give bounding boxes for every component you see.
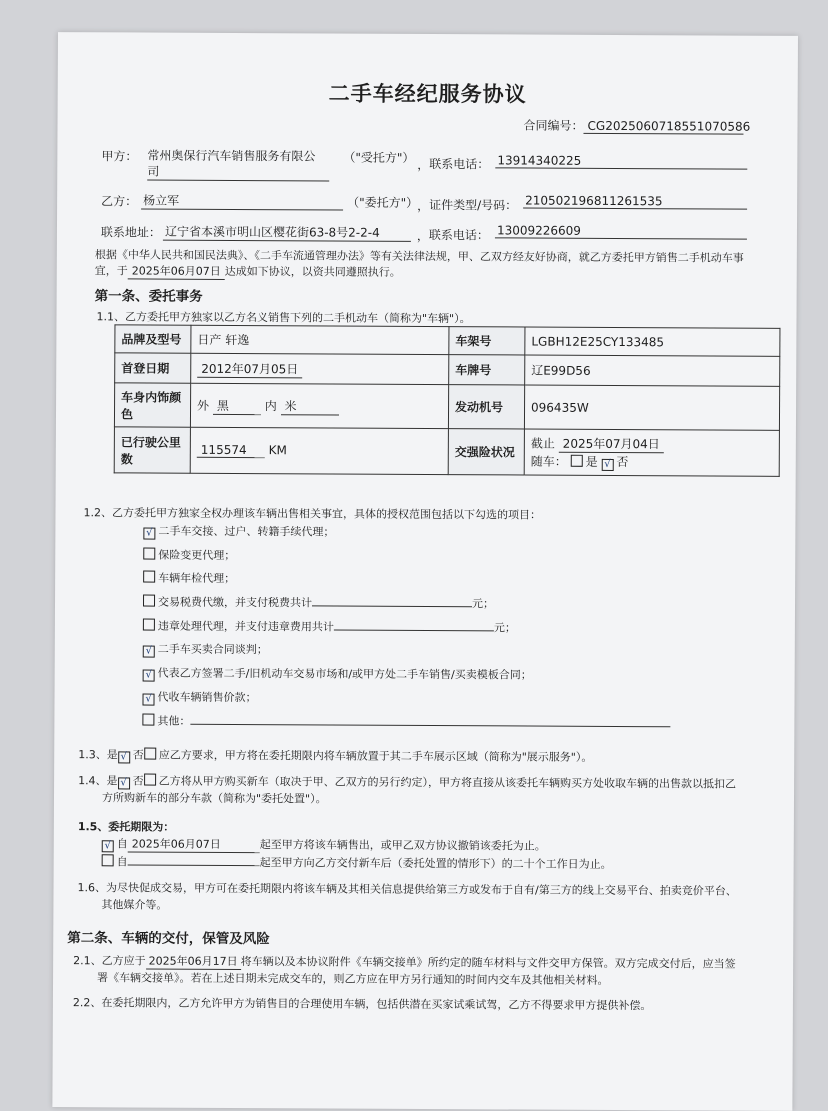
plate-label: 车牌号 — [449, 355, 525, 385]
option-row: 交易税费代缴，并支付税费共计 元； — [143, 594, 494, 612]
clause-1-3-no-checkbox[interactable] — [144, 748, 156, 760]
mileage-value: 115574 — [197, 443, 265, 458]
clause-1-1: 1.1、乙方委托甲方独家以乙方名义销售下列的二手机动车（简称为"车辆"）。 — [96, 310, 471, 326]
party-b-address-label: 联系地址： — [100, 225, 162, 240]
term-option-a: √ 自 2025年06月07日 起至甲方将该车辆售出，或甲乙双方协议撤销该委托为止。 — [102, 835, 546, 854]
insurance-date: 2025年07月04日 — [559, 434, 664, 453]
party-b-phone: 13009226609 — [495, 223, 747, 239]
option-checkbox[interactable] — [143, 595, 155, 607]
color-label: 车身内饰颜 色 — [114, 383, 190, 427]
option-checkbox[interactable]: √ — [142, 694, 154, 706]
intro-date: 2025年06月07日 — [128, 262, 225, 280]
intro-line-2: 宜，于 2025年06月07日 达成如下协议，以资共同遵照执行。 — [94, 264, 401, 279]
party-b-label: 乙方： — [101, 194, 138, 209]
option-row: √ 二手车交接、过户、转籍手续代理； — [143, 523, 334, 541]
option-row: 车辆年检代理； — [143, 570, 235, 586]
engine-value: 096435W — [524, 385, 779, 430]
option-checkbox[interactable]: √ — [143, 670, 155, 682]
option-row: √ 二手车买卖合同谈判； — [143, 641, 268, 659]
mileage-label: 已行驶公里 数 — [114, 427, 190, 473]
party-b-id-label: 证件类型/号码： — [429, 198, 518, 213]
clause-1-3: 1.3、是 √ 否 应乙方要求，甲方将在委托期限内将车辆放置于其二手车展示区域（简称为"展示服务"）。 — [78, 748, 593, 764]
delivery-date: 2025年06月17日 — [146, 953, 241, 970]
party-a-phone: 13914340225 — [495, 153, 747, 169]
vin-label: 车架号 — [449, 327, 525, 355]
party-b-id: 210502196811261535 — [523, 194, 747, 210]
party-a-name-line2: 司 — [147, 163, 329, 182]
insurance-no-checkbox[interactable]: √ — [601, 458, 613, 470]
party-a-label: 甲方： — [101, 149, 138, 164]
term-a-checkbox[interactable]: √ — [102, 840, 114, 852]
option-checkbox[interactable] — [143, 548, 155, 560]
party-b-phone-label: 联系电话： — [428, 228, 489, 243]
option-checkbox[interactable]: √ — [143, 646, 155, 658]
party-a-role: （"受托方"） — [343, 150, 415, 165]
clause-1-5: 1.5、委托期限为： — [77, 820, 175, 834]
reg-date-label: 首登日期 — [115, 353, 191, 383]
mileage-unit: KM — [268, 443, 287, 458]
table-row: 已行驶公里 数 115574 KM 交强险状况 截止 2025年07月04日 随车： 是 √ 否 — [114, 427, 779, 476]
exterior-color: 黑 — [213, 396, 261, 414]
engine-label: 发动机号 — [448, 385, 524, 429]
vin-value: LGBH12E25CY133485 — [525, 327, 780, 356]
clause-1-4-cont: 方所购新车的部分车款（简称为"委托处置"）。 — [101, 791, 327, 806]
table-row — [115, 325, 780, 356]
party-b-name: 杨立军 — [141, 192, 343, 211]
interior-color: 米 — [281, 397, 339, 415]
option-checkbox[interactable] — [142, 714, 154, 726]
clause-1-2: 1.2、乙方委托甲方独家全权办理该车辆出售相关事宜，具体的授权范围包括以下勾选的项目： — [83, 506, 542, 522]
page-title: 二手车经纪服务协议 — [328, 81, 527, 107]
party-a-comma: ， — [417, 157, 430, 173]
option-row: √ 代收车辆销售价款； — [142, 689, 256, 707]
insurance-label: 交强险状况 — [448, 429, 524, 475]
option-row: √ 代表乙方签署二手/旧机动车交易市场和/或甲方处二手车销售/买卖模板合同； — [143, 665, 532, 684]
option-checkbox[interactable]: √ — [143, 528, 155, 540]
contract-number-label: 合同编号： — [523, 118, 584, 133]
party-b-role: （"委托方"） — [347, 195, 419, 210]
clause-1-6: 1.6、为尽快促成交易，甲方可在委托期限内将该车辆及其相关信息提供给第三方或发布于自有/第三方的线上交易平台、拍卖竞价平台、 — [77, 881, 737, 898]
option-row: 违章处理代理，并支付违章费用共计 元； — [143, 618, 516, 636]
option-checkbox[interactable] — [143, 571, 155, 583]
brand-label: 品牌及型号 — [115, 325, 191, 353]
vehicle-table — [114, 324, 781, 476]
table-row — [115, 353, 780, 386]
clause-1-6-cont: 其他媒介等。 — [101, 898, 168, 912]
contract-number-value: CG2025060718551070586 — [583, 119, 743, 135]
option-checkbox[interactable] — [143, 619, 155, 631]
clause-1-4-yes-checkbox[interactable]: √ — [118, 777, 130, 789]
plate-value: 辽E99D56 — [525, 355, 780, 386]
exterior-label: 外 — [197, 398, 210, 413]
brand-value: 日产 轩逸 — [191, 325, 449, 354]
intro-line-1: 根据《中华人民共和国民法典》、《二手车流通管理办法》等有关法律法规，甲、乙双方经友好协商，就乙方委托甲方销售二手机动车事 — [94, 248, 744, 265]
clause-1-3-yes-checkbox[interactable]: √ — [118, 751, 130, 763]
clause-1-4-no-checkbox[interactable] — [144, 774, 156, 786]
reg-date-value: 2012年07月05日 — [197, 359, 302, 378]
term-option-b: 自 起至甲方向乙方交付新车后（委托处置的情形下）的二十个工作日为止。 — [102, 853, 612, 872]
option-row: 保险变更代理； — [143, 547, 235, 563]
document-page — [52, 32, 798, 1111]
party-b-comma: ， — [417, 198, 430, 214]
clause-2-1: 2.1、乙方应于 2025年06月17日 将车辆以及本协议附件《车辆交接单》所约定的随车材料与文件交甲方保管。双方完成交付后，应当签 — [73, 954, 736, 971]
party-a-name-line1: 常州奥保行汽车销售服务有限公 — [147, 148, 316, 164]
party-a-phone-label: 联系电话： — [429, 157, 490, 172]
table-row — [114, 383, 779, 430]
insurance-yes-checkbox[interactable] — [571, 454, 583, 466]
contract-number — [523, 117, 751, 135]
party-b-comma2: ， — [416, 228, 429, 244]
section-2-heading: 第二条、车辆的交付，保管及风险 — [67, 930, 270, 948]
term-b-checkbox[interactable] — [102, 854, 114, 866]
party-b-address: 辽宁省本溪市明山区樱花街63-8号2-2-4 — [163, 223, 411, 242]
clause-2-1-cont: 署《车辆交接单》。若在上述日期未完成交车的，则乙方应在甲方另行通知的时间内交车及其他相关材料。 — [97, 971, 609, 987]
option-row: 其他： — [142, 713, 670, 732]
section-1-heading: 第一条、委托事务 — [94, 288, 203, 305]
clause-1-4: 1.4、是 √ 否 乙方将从甲方购买新车（取决于甲、乙双方的另行约定），甲方将直接从该委托车辆购买方处收取车辆的出售款以抵扣乙 — [78, 774, 737, 791]
clause-2-2: 2.2、在委托期限内，乙方允许甲方为销售目的合理使用车辆，包括供潜在买家试乘试驾，乙方不得要求甲方提供补偿。 — [72, 996, 652, 1013]
term-a-date: 2025年06月07日 — [128, 835, 260, 853]
interior-label: 内 — [264, 398, 277, 413]
